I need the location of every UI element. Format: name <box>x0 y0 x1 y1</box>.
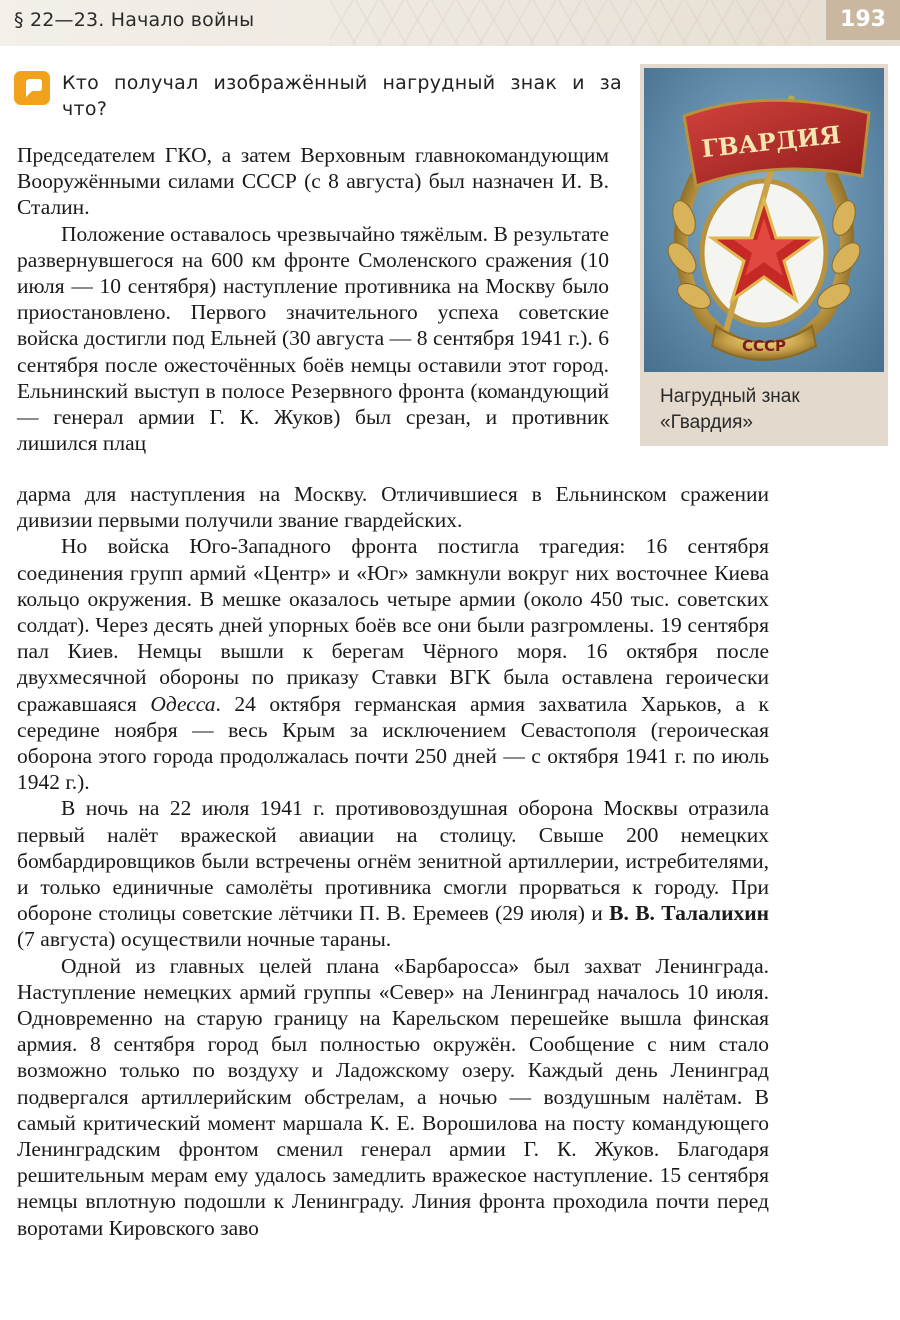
section-title: § 22—23. Начало войны <box>14 9 255 31</box>
paragraph-2: Положение оставалось чрезвычайно тяжёлым. В результате развернувшегося на 600 км фронте Смоленского сражения (10 июля — 10 сентября) наступление противника на Москву было приостановлено. Первого значительного успеха советские войска достигли под Ельней (30 августа — 8 сентября 1941 г.). 6 сентября после ожесточённых боёв немцы оставили этот город. Ельнинский выступ в полосе Резервного фронта (командующий — генерал армии Г. К. Жуков) был срезан, и противник лишился плац <box>17 221 609 456</box>
figure-guard-badge <box>640 64 888 446</box>
talalikhin-bold: В. В. Талалихин <box>609 901 769 926</box>
body-text-narrow <box>17 142 609 456</box>
badge-banner-text: ГВАРДИЯ <box>700 119 843 164</box>
header-pattern <box>330 0 810 46</box>
odessa-italic: Одесса <box>150 691 216 716</box>
page-header <box>0 0 900 46</box>
figure-caption <box>660 384 875 436</box>
page-number: 193 <box>826 0 900 40</box>
paragraph-1: Председателем ГКО, а затем Верховным главнокомандующим Вооружёнными силами СССР (с 8 августа) был назначен И. В. Сталин. <box>17 143 609 220</box>
question-text: Кто получал изображённый нагрудный знак и за что? <box>62 72 622 120</box>
question-icon <box>14 71 50 105</box>
caption-line-2: «Гвардия» <box>660 412 753 433</box>
badge-ribbon-text: СССР <box>741 337 787 355</box>
paragraph-2-continued: дарма для наступления на Москву. Отличившиеся в Ельнинском сражении дивизии первыми получили звание гвардейских. <box>17 482 769 533</box>
paragraph-3: Но войска Юго-Западного фронта постигла трагедия: 16 сентября соединения групп армий «Центр» и «Юг» замкнули вокруг них восточнее Киева кольцо окружения. В мешке оказалось четыре армии (около 450 тыс. советских солдат). Через десять дней упорных боёв все они были разгромлены. 19 сентября пал Киев. Немцы вышли к берегам Чёрного моря. 16 октября после двухмесячной обороны по приказу Ставки ВГК была оставлена героически сражавшаяся Одесса. 24 октября германская армия захватила Харьков, а к середине ноября — весь Крым за исключением Севастополя (героическая оборона этого города продолжалась почти 250 дней — с октября 1941 г. по июль 1942 г.). <box>17 534 769 795</box>
body-text-wide <box>17 481 769 1241</box>
caption-line-1: Нагрудный знак <box>660 386 800 407</box>
paragraph-4: В ночь на 22 июля 1941 г. противовоздушная оборона Москвы отразила первый налёт вражеской авиации на столицу. Свыше 200 немецких бомбардировщиков были встречены огнём зенитной артиллерии, истребителями, и только единичные самолёты противника смогли прорваться к городу. При обороне столицы советские лётчики П. В. Еремеев (29 июля) и В. В. Талалихин (7 августа) осуществили ночные тараны. <box>17 796 769 952</box>
paragraph-5: Одной из главных целей плана «Барбаросса» был захват Ленинграда. Наступление немецких армий группы «Север» на Ленинград началось 10 июля. Одновременно на старую границу на Карельском перешейке вышла финская армия. 8 сентября город был полностью окружён. Сообщение с ним стало возможно только по воздуху и Ладожскому озеру. Каждый день Ленинград подвергался артиллерийским обстрелам, а ночью — воздушным налётам. В самый критический момент маршала К. Е. Ворошилова на посту командующего Ленинградским фронтом сменил генерал армии Г. К. Жуков. Благодаря решительным мерам ему удалось замедлить вражеское наступление. 15 сентября немцы вплотную подошли к Ленинграду. Линия фронта проходила почти перед воротами Кировского заво <box>17 953 769 1240</box>
badge-photo <box>644 68 884 372</box>
guard-badge-image <box>644 68 884 372</box>
